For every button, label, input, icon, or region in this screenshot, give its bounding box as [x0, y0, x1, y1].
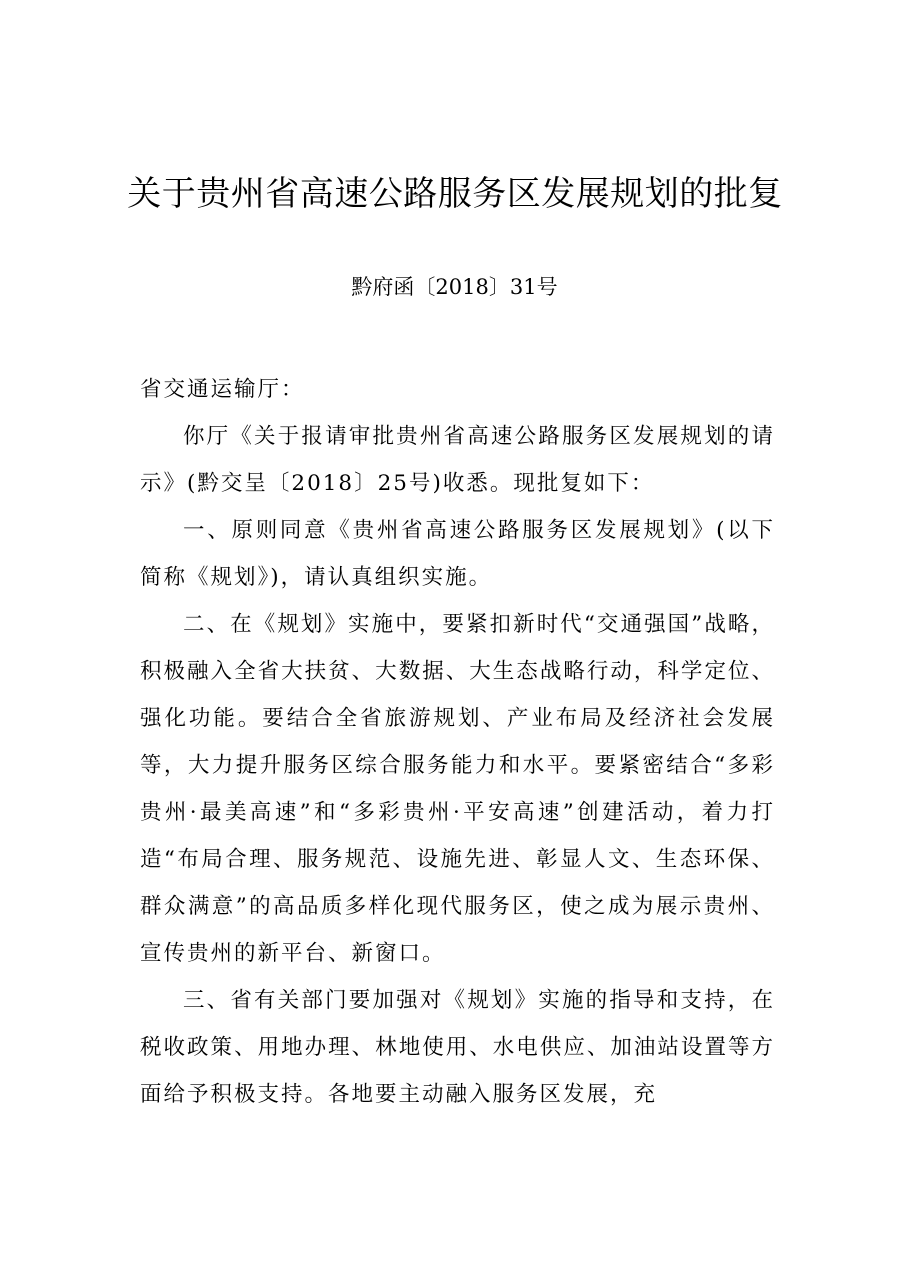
addressee: 省交通运输厅： [140, 377, 305, 402]
paragraph-4: 三、省有关部门要加强对《规划》实施的指导和支持，在税收政策、用地办理、林地使用、水电供应、加油站设置等方面给予积极支持。各地要主动融入服务区发展，充 [140, 988, 775, 1107]
paragraph-3: 二、在《规划》实施中，要紧扣新时代“交通强国”战略，积极融入全省大扶贫、大数据、大生态战略行动，科学定位、强化功能。要结合全省旅游规划、产业布局及经济社会发展等，大力提升服务区综合服务能力和水平。要紧密结合“多彩贵州·最美高速”和“多彩贵州·平安高速”创建活动，着力打造“布局合理、服务规范、设施先进、彰显人文、生态环保、群众满意”的高品质多样化现代服务区，使之成为展示贵州、宣传贵州的新平台、新窗口。 [140, 612, 775, 966]
paragraph-1: 你厅《关于报请审批贵州省高速公路服务区发展规划的请示》(黔交呈〔2018〕25号)收悉。现批复如下： [140, 424, 775, 496]
document-body [140, 366, 775, 1118]
document-number: 黔府函〔2018〕31号 [351, 275, 558, 299]
document-title: 关于贵州省高速公路服务区发展规划的批复 [127, 174, 783, 214]
paragraph-2: 一、原则同意《贵州省高速公路服务区发展规划》(以下简称《规划》)，请认真组织实施。 [140, 518, 775, 590]
